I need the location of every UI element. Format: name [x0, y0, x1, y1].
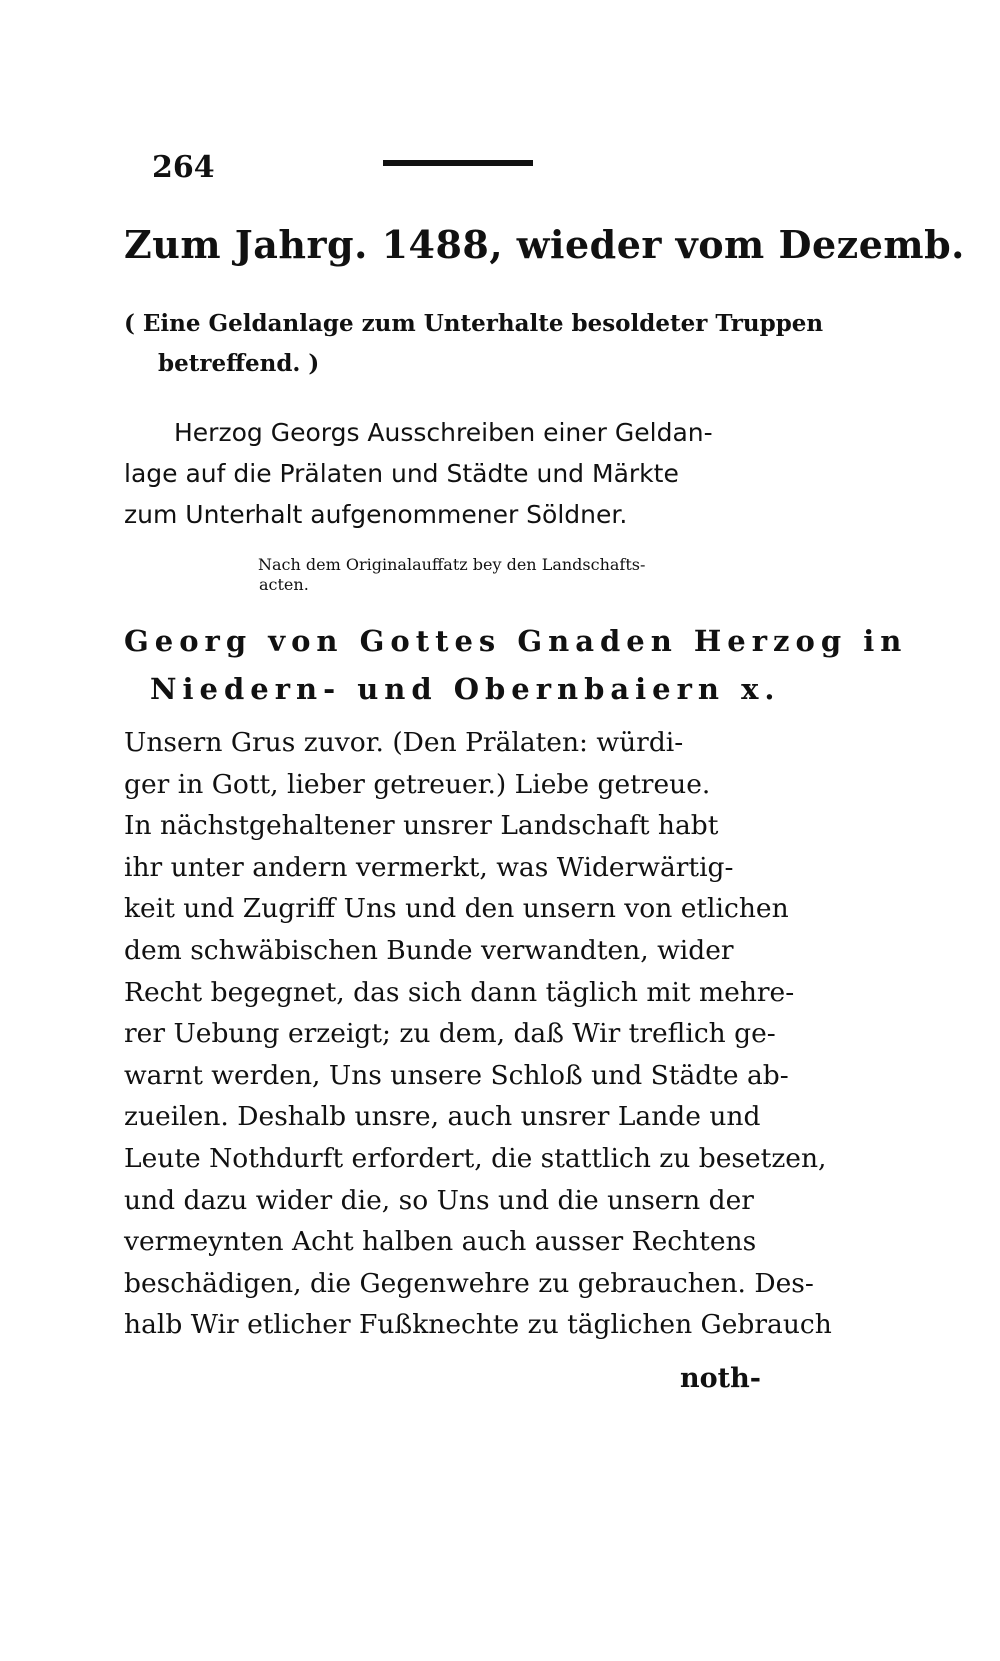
body-text — [124, 722, 832, 1346]
source-note-line: acten. — [259, 575, 309, 594]
header-rule — [383, 160, 533, 166]
body-line: vermeynten Acht halben auch ausser Rechtens — [124, 1226, 757, 1258]
body-line: rer Uebung erzeigt; zu dem, daß Wir treflich ge- — [124, 1018, 776, 1050]
body-line: In nächstgehaltener unsrer Landschaft habt — [124, 810, 719, 842]
subtitle-line: betreffend. ) — [158, 350, 320, 377]
page-number: 264 — [152, 150, 215, 185]
body-line: halb Wir etlicher Fußknechte zu täglichen Gebrauch — [124, 1309, 832, 1341]
issuer-line: Niedern- und Obernbaiern x. — [150, 672, 781, 706]
body-line: ger in Gott, lieber getreuer.) Liebe getreue. — [124, 768, 711, 800]
body-line: und dazu wider die, so Uns und die unsern der — [124, 1184, 754, 1216]
body-line: Leute Nothdurft erfordert, die stattlich zu besetzen, — [124, 1142, 827, 1174]
body-line: dem schwäbischen Bunde verwandten, wider — [124, 934, 734, 966]
subtitle — [124, 304, 823, 384]
body-line: ihr unter andern vermerkt, was Widerwärtig- — [124, 851, 734, 883]
body-line: keit und Zugriff Uns und den unsern von etlichen — [124, 893, 789, 925]
intro-line: zum Unterhalt aufgenommener Söldner. — [124, 500, 628, 529]
body-line: beschädigen, die Gegenwehre zu gebrauchen. Des- — [124, 1267, 814, 1299]
body-line: Unsern Grus zuvor. (Den Prälaten: würdi- — [124, 727, 684, 758]
source-note-line: Nach dem Originalauffatz bey den Landschafts- — [258, 555, 646, 574]
intro-line: Herzog Georgs Ausschreiben einer Geldan- — [174, 418, 713, 447]
issuer-heading — [124, 617, 907, 713]
intro-line: lage auf die Prälaten und Städte und Märkte — [124, 459, 679, 488]
source-note — [258, 555, 645, 595]
running-head: Zum Jahrg. 1488, wieder vom Dezemb. — [124, 222, 965, 267]
body-line: zueilen. Deshalb unsre, auch unsrer Lande und — [124, 1101, 761, 1133]
subtitle-line: ( Eine Geldanlage zum Unterhalte besoldeter Truppen — [124, 310, 824, 337]
body-line: Recht begegnet, das sich dann täglich mit mehre- — [124, 976, 795, 1008]
intro-paragraph — [124, 412, 713, 535]
issuer-line: Georg von Gottes Gnaden Herzog in — [124, 624, 908, 658]
catchword: noth- — [680, 1363, 761, 1394]
body-line: warnt werden, Uns unsere Schloß und Städte ab- — [124, 1059, 789, 1091]
